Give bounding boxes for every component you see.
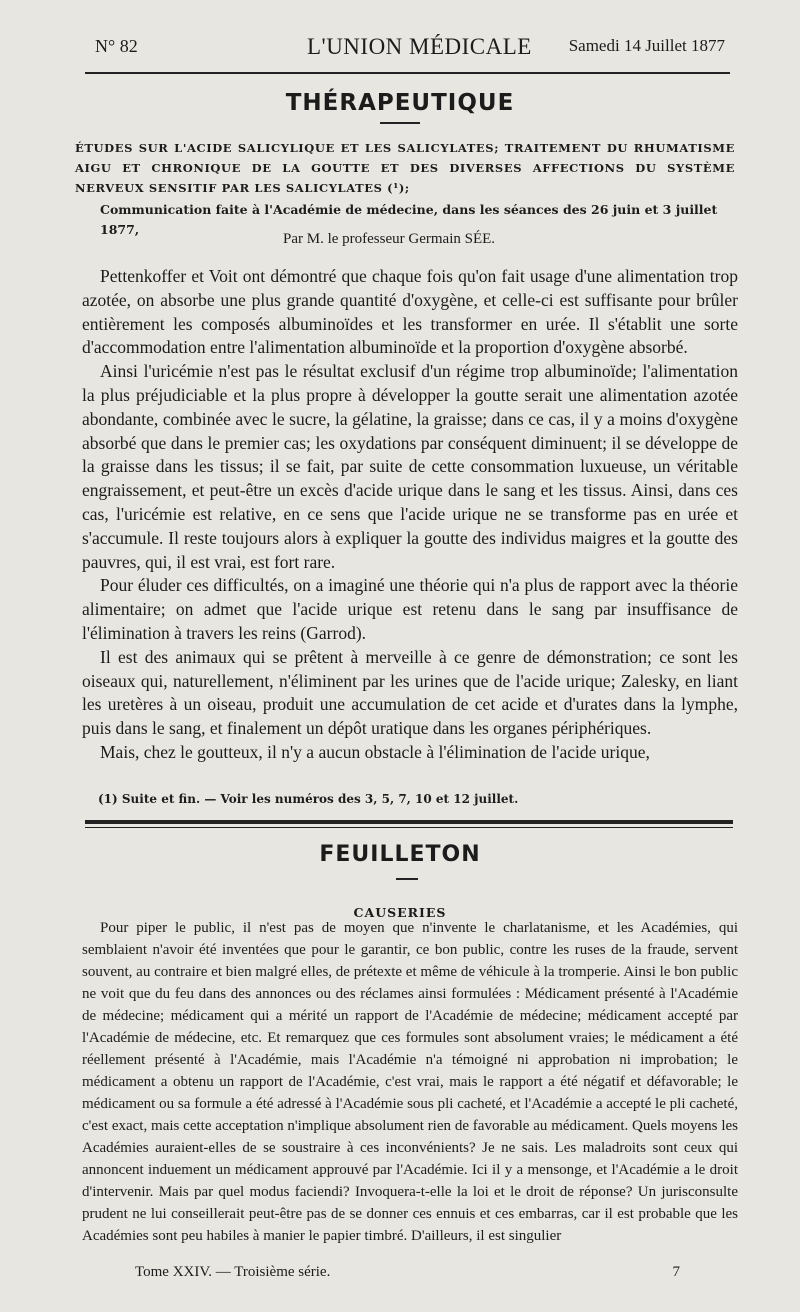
- article-author: Par M. le professeur Germain SÉE.: [283, 231, 496, 247]
- journal-title: L'UNION MÉDICALE: [307, 34, 532, 59]
- communication-note: Communication faite à l'Académie de médecine, dans les séances des 26 juin et 3 juillet 1877,: [100, 202, 718, 237]
- section-title-therapeutique: THÉRAPEUTIQUE: [285, 90, 515, 116]
- footnote: (1) Suite et fin. — Voir les numéros des 3, 5, 7, 10 et 12 juillet.: [98, 792, 519, 806]
- paragraph: Ainsi l'uricémie n'est pas le résultat exclusif d'un régime trop albuminoïde; l'alimentation la plus préjudiciable et la plus propre à développer la goutte serait une alimentation azotée abondante, combinée avec le sucre, la gélatine, la graisse; dans ce cas, il y a moins d'oxygène absorbé que dans le premier cas; les oxydations par conséquent diminuent; il se développe de la graisse dans les tissus; il se fait, par suite de cette consommation luxueuse, un véritable engraissement, et peut-être un excès d'acide urique dans le sang et les tissus. Ainsi, dans ces cas, l'uricémie est relative, en ce sens que l'acide urique ne se transforme pas en urée et s'accumule. Il reste toujours alors à expliquer la goutte des individus maigres et la goutte des pauvres, qui, il est vrai, est fort rare.: [82, 361, 738, 572]
- paragraph: Pettenkoffer et Voit ont démontré que chaque fois qu'on fait usage d'une alimentation trop azotée, on absorbe une plus grande quantité d'oxygène, et celle-ci est suffisante pour brûler entièrement les composés albuminoïdes et les transformer en urée. Il s'établit une sorte d'accommodation entre l'alimentation albuminoïde et la proportion d'oxygène absorbé.: [82, 266, 738, 358]
- issue-date: Samedi 14 Juillet 1877: [568, 36, 725, 55]
- volume-label: Tome XXIV. — Troisième série.: [135, 1264, 331, 1280]
- feuilleton-rule-thin: [85, 827, 733, 828]
- issue-number: N° 82: [95, 36, 138, 56]
- feuilleton-rule-thick: [85, 820, 733, 824]
- feuilleton-title-underline: [396, 878, 418, 880]
- feuilleton-body: [82, 917, 738, 1247]
- page-number: 7: [672, 1264, 680, 1280]
- feuilleton-paragraph: Pour piper le public, il n'est pas de moyen que n'invente le charlatanisme, et les Académies, qui semblaient n'avoir été inventées que pour le garantir, ce bon public, contre les ruses de la fraude, servent souvent, au contraire et bien malgré elles, de prétexte et même de véhicule à la tromperie. Ainsi le bon public ne voit que du feu dans des annonces ou des réclames ainsi formulées : Médicament présenté à l'Académie de médecine; médicament qui a mérité un rapport de l'Académie de médecine; médicament accepté par l'Académie de médecine, etc. Et remarquez que ces formules sont absolument vraies; le médicament a été réellement présenté à l'Académie, mais l'Académie n'a témoigné ni approbation ni improbation; le médicament a obtenu un rapport de l'Académie, c'est vrai, mais le rapport a été négatif et défavorable; le médicament ou sa formule a été adressé à l'Académie sous pli cacheté, et l'Académie a accepté le pli cacheté, c'est exact, mais cette acceptation n'implique absolument rien de favorable au médicament. Quels moyens les Académies auraient-elles de se soustraire à ces inconvénients? Je ne sais. Les maladroits sont ceux qui annoncent induement un médicament approuvé par l'Académie. Ici il y a mensonge, et l'Académie a le droit d'intervenir. Mais par quel modus faciendi? Invoquera-t-elle la loi et le droit de réponse? Un jurisconsulte prudent ne lui conseillerait peut-être pas de se donner ces ennuis et ces embarras, car il est probable que les Académies sont peu habiles à manier le papier timbré. D'ailleurs, il est singulier: [82, 920, 738, 1244]
- article-title: ÉTUDES SUR L'ACIDE SALICYLIQUE ET LES SALICYLATES; TRAITEMENT DU RHUMATISME AIGU ET CHRONIQUE DE LA GOUTTE ET DES DIVERSES AFFECTIONS DU SYSTÈME NERVEUX SENSITIF PAR LES SALICYLATES (¹);: [75, 141, 735, 195]
- article-body: [82, 265, 738, 765]
- page-header: [95, 36, 725, 66]
- feuilleton-subtitle: CAUSERIES: [353, 905, 447, 920]
- paragraph: Il est des animaux qui se prêtent à merveille à ce genre de démonstration; ce sont les oiseaux qui, naturellement, n'éliminent par les urines que de l'acide urique; Zalesky, en liant les uretères à un oiseau, produit une accumulation de cet acide et d'urates dans la lymphe, puis dans le sang, et finalement un dépôt uratique dans les organes périphériques.: [82, 646, 738, 739]
- header-rule: [85, 72, 730, 74]
- paragraph: Mais, chez le goutteux, il n'y a aucun obstacle à l'élimination de l'acide urique,: [100, 741, 650, 762]
- paragraph: Pour éluder ces difficultés, on a imaginé une théorie qui n'a plus de rapport avec la théorie alimentaire; on admet que l'acide urique est retenu dans le sang par insuffisance de l'élimination à travers les reins (Garrod).: [82, 575, 738, 643]
- section-title-underline: [380, 122, 420, 124]
- section-title-feuilleton: FEUILLETON: [319, 842, 481, 867]
